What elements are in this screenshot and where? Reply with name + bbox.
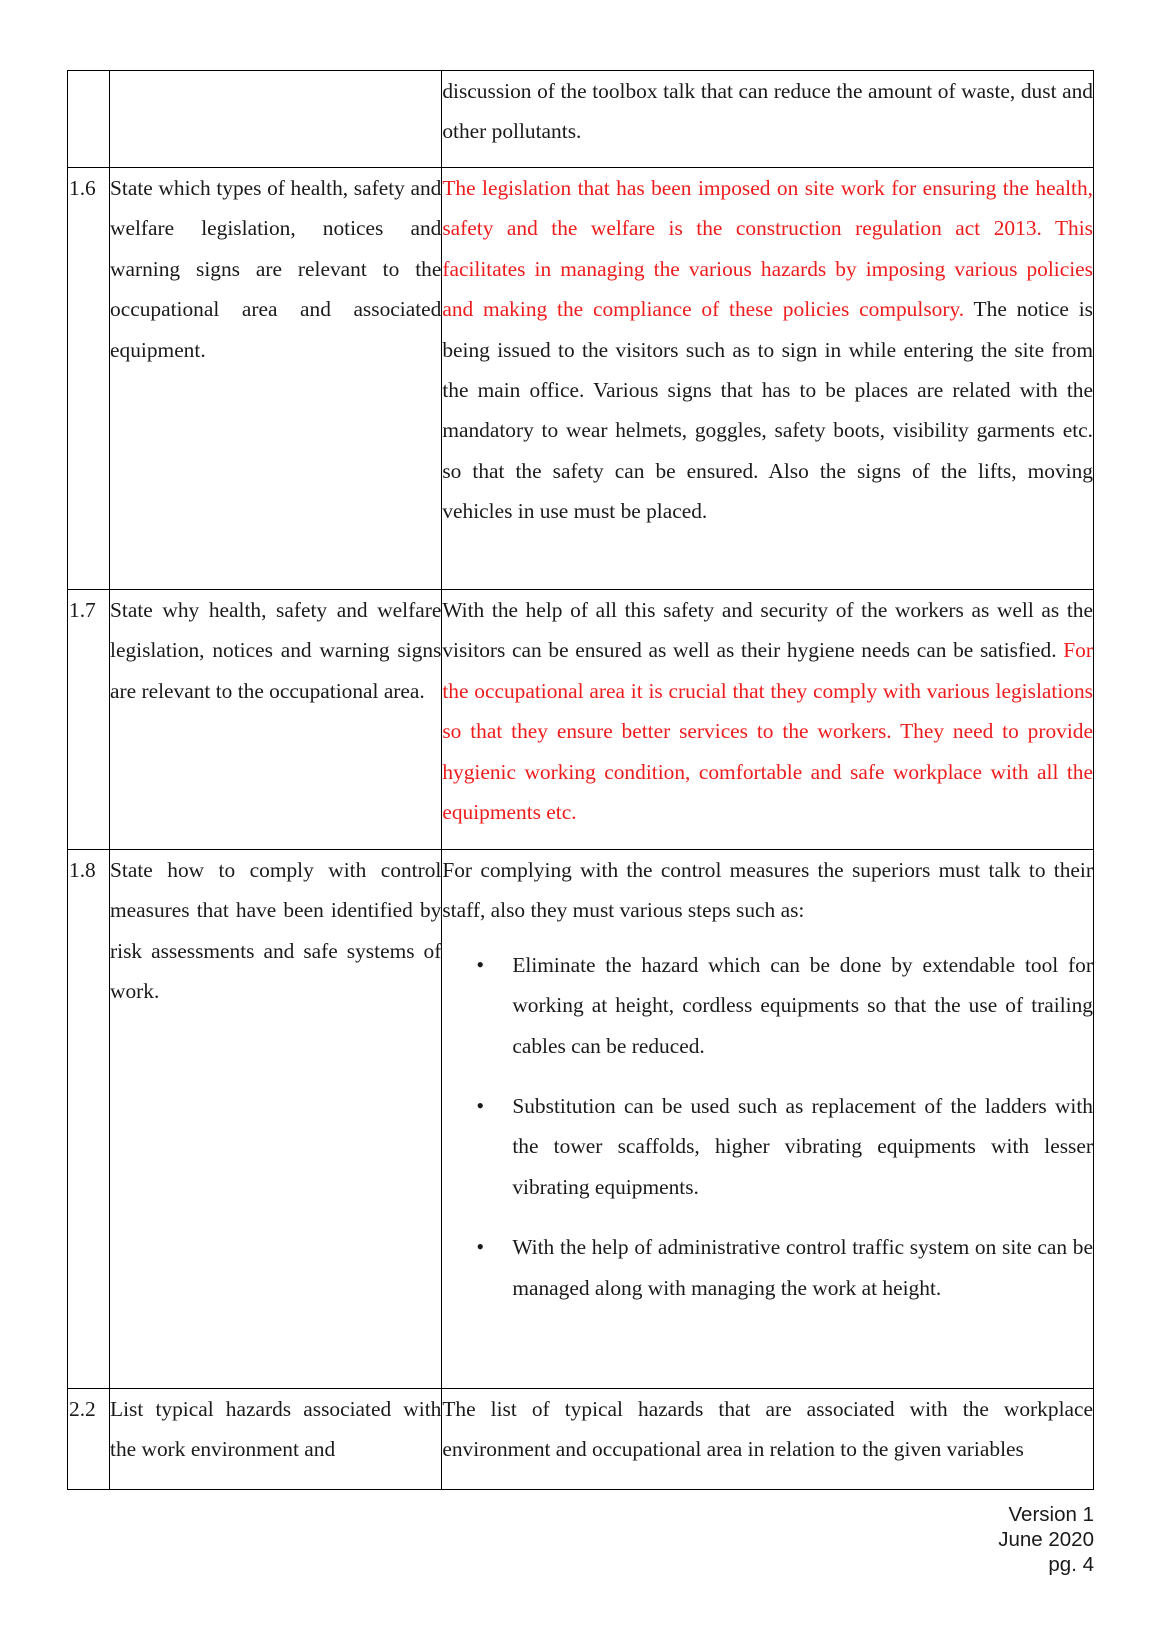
question-cell [110,71,442,168]
answer-cell [442,850,1094,1389]
table-row [68,850,1094,1389]
answer-highlight-text: For the occupational area it is crucial that they comply with various legislations so that they ensure better services to the workers. They need to provide hygienic working condition, comfortable and safe workplace with all the equipments etc. [442,638,1093,825]
bullet-icon: • [476,1093,485,1119]
answer-cell [442,1389,1094,1490]
answer-highlight-text: The legislation that has been imposed on site work for ensuring the health, safety and the welfare is the construction regulation act 2013. This facilitates in managing the various hazards by imposing various policies and making the compliance of these policies compulsory. [442,176,1093,322]
answer-cell [442,71,1094,168]
page-number: pg. 4 [1048,1553,1094,1576]
bullet-icon: • [476,951,485,977]
bullet-icon: • [476,1234,485,1260]
question-cell: State which types of health, safety and welfare legislation, notices and warning signs are relevant to the occupational area and associated equipment. [110,168,442,590]
answer-text: The notice is being issued to the visitors such as to sign in while entering the site from the main office. Various signs that has to be places are related with the mandatory to wear helmets, goggles, safety boots, visibility garments etc. so that the safety can be ensured. Also the signs of the lifts, moving vehicles in use must be placed. [442,297,1093,524]
version-label: Version 1 [1008,1503,1094,1526]
answer-text: discussion of the toolbox talk that can reduce the amount of waste, dust and other pollutants. [442,79,1093,144]
page-footer [998,1502,1094,1577]
question-cell: State why health, safety and welfare legislation, notices and warning signs are relevant to the occupational area. [110,590,442,850]
bullet-text: Eliminate the hazard which can be done by extendable tool for working at height, cordless equipments so that the use of trailing cables can be reduced. [512,952,1093,1058]
list-item [442,1086,1093,1207]
list-item [442,945,1093,1066]
answer-cell [442,168,1094,590]
bullet-list [442,945,1093,1308]
answer-text: With the help of all this safety and security of the workers as well as the visitors can be ensured as well as their hygiene needs can be satisfied. [442,598,1093,663]
question-cell: State how to comply with control measures that have been identified by risk assessments and safe systems of work. [110,850,442,1389]
bullet-text: Substitution can be used such as replacement of the ladders with the tower scaffolds, higher vibrating equipments with lesser vibrating equipments. [512,1094,1093,1199]
row-number: 2.2 [68,1389,110,1490]
row-number: 1.7 [68,590,110,850]
table-row [68,590,1094,850]
table-row [68,1389,1094,1490]
answer-cell [442,590,1094,850]
answer-intro: For complying with the control measures the superiors must talk to their staff, also they must various steps such as: [442,858,1093,923]
list-item [442,1227,1093,1308]
bullet-text: With the help of administrative control traffic system on site can be managed along with managing the work at height. [512,1235,1093,1300]
row-number: 1.8 [68,850,110,1389]
row-number: 1.6 [68,168,110,590]
table-row [68,168,1094,590]
row-number [68,71,110,168]
question-cell: List typical hazards associated with the work environment and [110,1389,442,1490]
table-row [68,71,1094,168]
assessment-table [67,70,1094,1490]
answer-text: The list of typical hazards that are associated with the workplace environment and occupational area in relation to the given variables [442,1397,1093,1462]
date-label: June 2020 [998,1528,1094,1551]
